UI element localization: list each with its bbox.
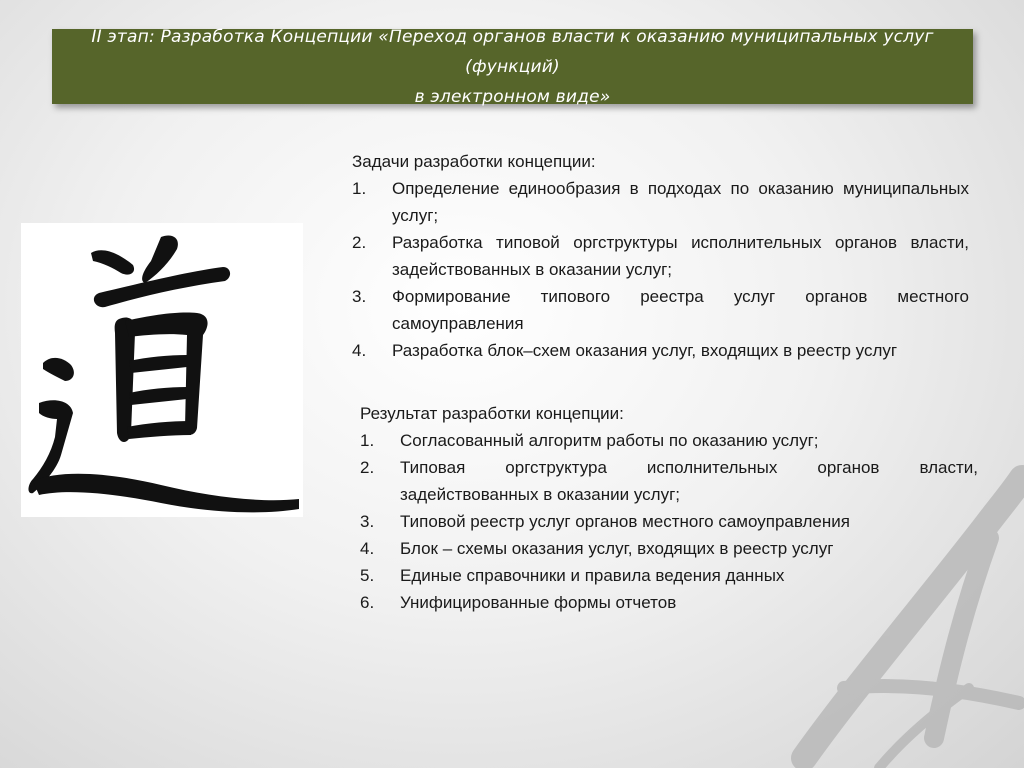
list-item-text: Единые справочники и правила ведения данных	[400, 566, 785, 585]
list-item-text: Блок – схемы оказания услуг, входящих в реестр услуг	[400, 539, 834, 558]
results-heading: Результат разработки концепции:	[360, 404, 624, 423]
slide-title-line1: II этап: Разработка Концепции «Переход органов власти к оказанию муниципальных услуг (функций)	[91, 26, 934, 77]
list-item-number: 1.	[360, 431, 375, 450]
list-item-text: Типовая оргструктура исполнительных органов власти, задействованных в оказании услуг;	[400, 458, 978, 504]
list-item-number: 5.	[360, 566, 375, 585]
list-item	[360, 562, 978, 589]
list-item-number: 2.	[352, 233, 367, 252]
list-item	[360, 508, 978, 535]
list-item-text: Унифицированные формы отчетов	[400, 593, 677, 612]
list-item	[360, 589, 978, 616]
calligraphy-glyph	[21, 223, 303, 517]
list-item	[360, 454, 978, 508]
results-list	[360, 427, 978, 616]
list-item-text: Формирование типового реестра услуг органов местного самоуправления	[392, 287, 969, 333]
list-item-number: 2.	[360, 458, 375, 477]
list-item-number: 6.	[360, 593, 375, 612]
list-item-text: Согласованный алгоритм работы по оказанию услуг;	[400, 431, 819, 450]
slide-title-bar	[52, 26, 973, 107]
list-item-number: 4.	[360, 539, 375, 558]
list-item	[352, 283, 969, 337]
list-item-number: 1.	[352, 179, 367, 198]
list-item-number: 3.	[352, 287, 367, 306]
list-item-number: 3.	[360, 512, 375, 531]
list-item-text: Типовой реестр услуг органов местного самоуправления	[400, 512, 850, 531]
list-item	[352, 175, 969, 229]
list-item-text: Разработка блок–схем оказания услуг, входящих в реестр услуг	[392, 341, 898, 360]
list-item-text: Определение единообразия в подходах по оказанию муниципальных услуг;	[392, 179, 969, 225]
list-item	[352, 337, 969, 364]
list-item-text: Разработка типовой оргструктуры исполнительных органов власти, задействованных в оказании услуг;	[392, 233, 969, 279]
results-section	[360, 400, 978, 616]
list-item-number: 4.	[352, 341, 367, 360]
list-item	[352, 229, 969, 283]
list-item	[360, 427, 978, 454]
slide-title-line2: в электронном виде»	[414, 86, 611, 107]
calligraphy-image	[21, 223, 303, 517]
tasks-heading: Задачи разработки концепции:	[352, 152, 596, 171]
list-item	[360, 535, 978, 562]
tasks-section	[352, 148, 969, 364]
tasks-list	[352, 175, 969, 364]
